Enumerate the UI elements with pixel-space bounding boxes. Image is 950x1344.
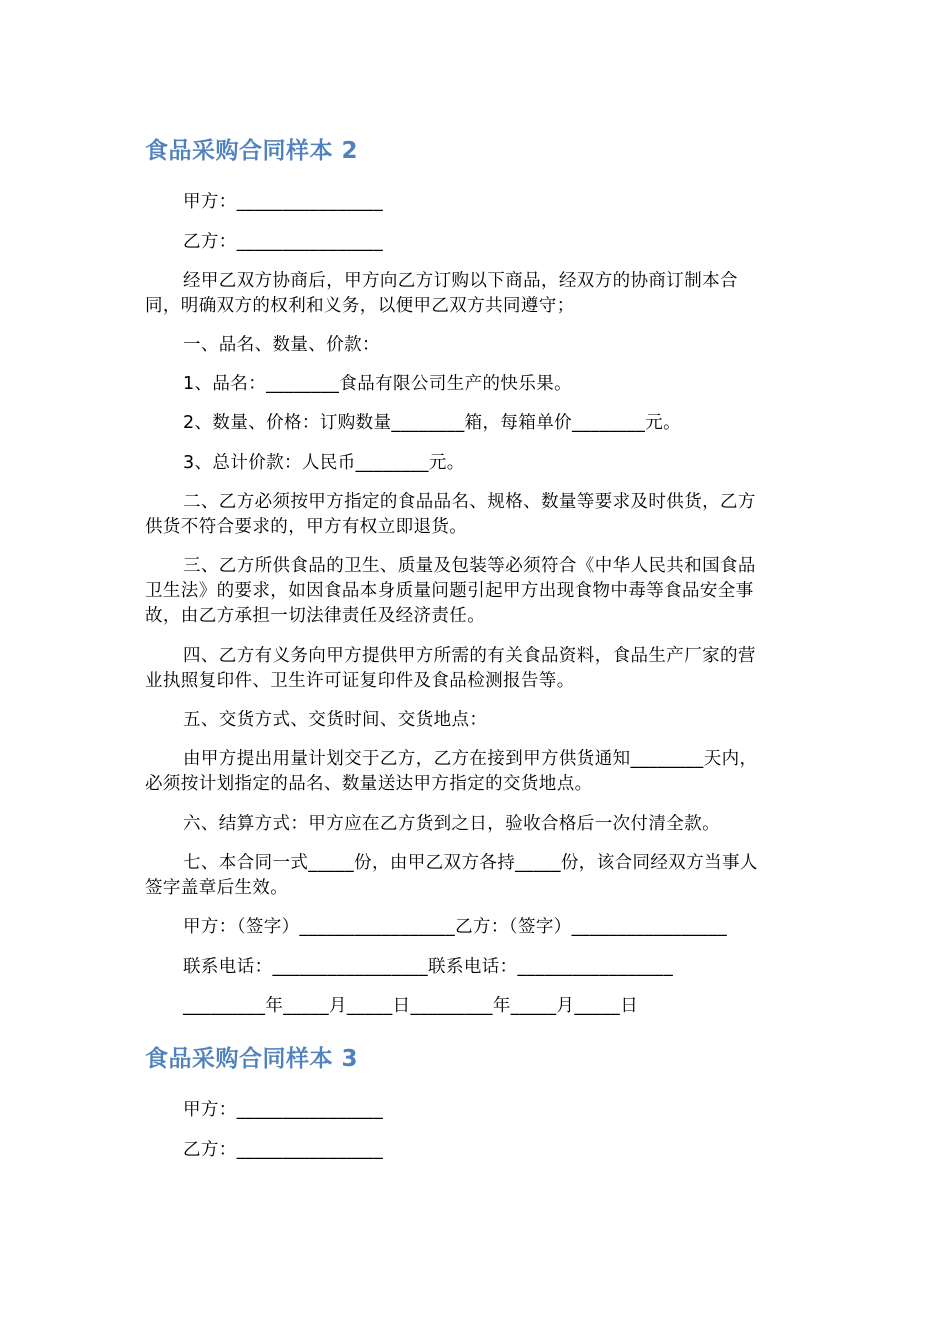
clause-2-line-1: 二、乙方必须按甲方指定的食品品名、规格、数量等要求及时供货，乙方 <box>183 492 756 512</box>
section-3-party-a-line: 甲方：________________ <box>183 1100 384 1120</box>
clause-3-line-1: 三、乙方所供食品的卫生、质量及包装等必须符合《中华人民共和国食品 <box>183 556 756 576</box>
contact-phone-line: 联系电话：_________________联系电话：_________________ <box>183 957 674 977</box>
clause-5-line-2: 必须按计划指定的品名、数量送达甲方指定的交货地点。 <box>145 774 593 794</box>
section-3-party-b-line: 乙方：________________ <box>183 1140 384 1160</box>
clause-5-title: 五、交货方式、交货时间、交货地点： <box>183 710 488 730</box>
intro-paragraph-line-2: 同，明确双方的权利和义务，以便甲乙双方共同遵守； <box>145 296 575 316</box>
section-2-title: 食品采购合同样本 2 <box>145 138 359 164</box>
clause-1-item-3: 3、总计价款：人民币________元。 <box>183 453 465 473</box>
party-b-line: 乙方：________________ <box>183 232 384 252</box>
clause-7-line-2: 签字盖章后生效。 <box>145 878 289 898</box>
clause-3-line-2: 卫生法》的要求，如因食品本身质量问题引起甲方出现食物中毒等食品安全事 <box>145 581 754 601</box>
section-3-title: 食品采购合同样本 3 <box>145 1046 359 1072</box>
clause-5-line-1: 由甲方提出用量计划交于乙方，乙方在接到甲方供货通知________天内， <box>183 749 758 769</box>
date-line: _________年_____月_____日_________年_____月_____日 <box>183 996 639 1016</box>
clause-2-line-2: 供货不符合要求的，甲方有权立即退货。 <box>145 517 468 537</box>
clause-4-line-2: 业执照复印件、卫生许可证复印件及食品检测报告等。 <box>145 671 575 691</box>
clause-4-line-1: 四、乙方有义务向甲方提供甲方所需的有关食品资料，食品生产厂家的营 <box>183 646 756 666</box>
party-a-line: 甲方：________________ <box>183 192 384 212</box>
intro-paragraph-line-1: 经甲乙双方协商后，甲方向乙方订购以下商品，经双方的协商订制本合 <box>183 271 738 291</box>
clause-3-line-3: 故，由乙方承担一切法律责任及经济责任。 <box>145 606 486 626</box>
signature-line: 甲方：（签字）_________________乙方：（签字）_________________ <box>183 917 728 937</box>
clause-6: 六、结算方式：甲方应在乙方货到之日，验收合格后一次付清全款。 <box>183 814 720 834</box>
clause-7-line-1: 七、本合同一式_____份，由甲乙双方各持_____份，该合同经双方当事人 <box>183 853 758 873</box>
clause-1-item-2: 2、数量、价格：订购数量________箱，每箱单价________元。 <box>183 413 682 433</box>
clause-1-title: 一、品名、数量、价款： <box>183 335 380 355</box>
clause-1-item-1: 1、品名：________食品有限公司生产的快乐果。 <box>183 374 573 394</box>
